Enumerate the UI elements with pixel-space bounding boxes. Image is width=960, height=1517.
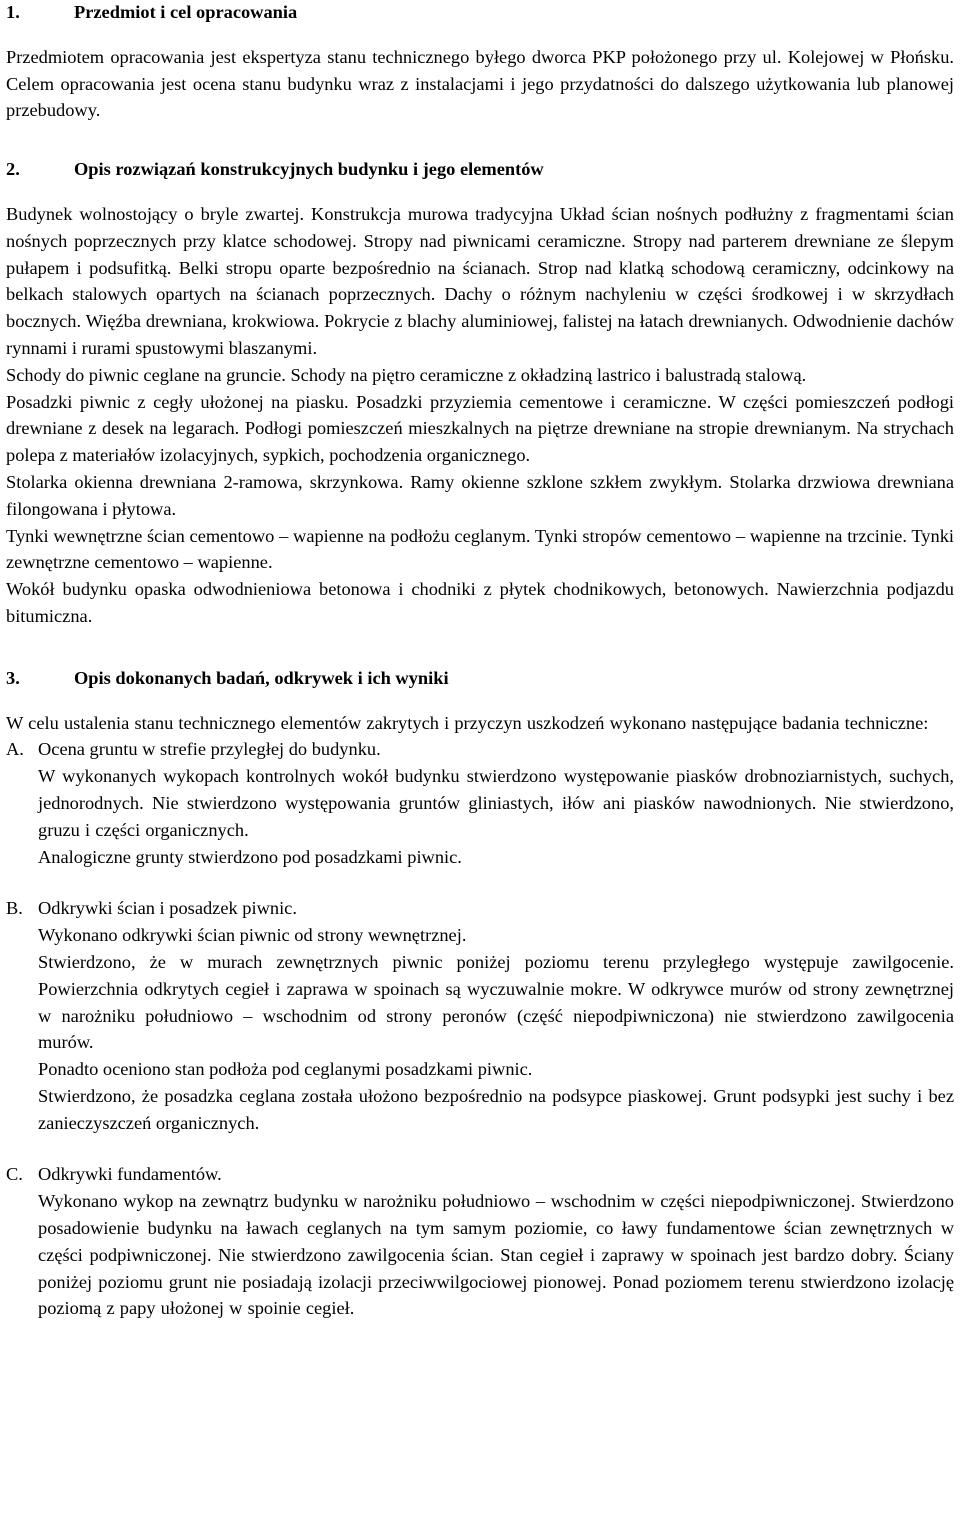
list-item-c-letter: C. <box>6 1164 23 1185</box>
section-1-paragraph: Przedmiotem opracowania jest ekspertyza stanu technicznego byłego dworca PKP położonego przy ul. Kolejowej w Płońsku. Celem opracowania jest ocena stanu budynku wraz z instalacjami i jego przydatności do dalszego użytkowania lub planowej przebudowy. <box>6 46 954 121</box>
section-1-title: Przedmiot i cel opracowania <box>74 2 298 22</box>
list-item-b-title: Odkrywki ścian i posadzek piwnic. <box>38 898 297 919</box>
section-3-intro: W celu ustalenia stanu technicznego elementów zakrytych i przyczyn uszkodzeń wykonano następujące badania techniczne: <box>6 712 929 733</box>
list-item-b-paragraph: Ponadto oceniono stan podłoża pod ceglanymi posadzkami piwnic. <box>38 1059 533 1080</box>
list-item-b-paragraph: Stwierdzono, że w murach zewnętrznych piwnic poniżej poziomu terenu przyległego występuje zawilgocenie. Powierzchnia odkrytych cegieł i zaprawa w spoinach są wyczuwalnie mokre. W odkrywce murów od strony zewnętrznej w narożniku południowo – wschodnim od strony peronów (część niepodpiwniczona) nie stwierdzono zawilgocenia murów. <box>38 951 954 1053</box>
section-2-plaster-paragraph: Tynki wewnętrzne ścian cementowo – wapienne na podłożu ceglanym. Tynki stropów cementowo – wapienne na trzcinie. Tynki zewnętrzne cementowo – wapienne. <box>6 525 954 573</box>
section-2-surroundings-paragraph: Wokół budynku opaska odwodnieniowa betonowa i chodniki z płytek chodnikowych, betonowych. Nawierzchnia podjazdu bitumiczna. <box>6 579 954 626</box>
section-2-heading <box>6 156 954 183</box>
list-item-b-paragraph: Wykonano odkrywki ścian piwnic od strony wewnętrznej. <box>38 925 467 946</box>
list-item-a-letter: A. <box>6 739 24 760</box>
section-1-number: 1. <box>6 2 20 22</box>
section-3-number: 3. <box>6 667 20 688</box>
list-item-b-letter: B. <box>6 898 23 919</box>
section-2-number: 2. <box>6 159 20 180</box>
list-item-c-paragraph: Wykonano wykop na zewnątrz budynku w narożniku południowo – wschodnim w części niepodpiwniczonej. Stwierdzono posadowienie budynku na ławach ceglanych na tym samym poziomie, co ławy fundamentowe ścian zewnętrznych w części podpiwniczonej. Nie stwierdzono zawilgocenia ścian. Stan cegieł i zaprawy w spoinach jest bardzo dobry. Ściany poniżej poziomu grunt nie posiadają izolacji przeciwwilgociowej pionowej. Ponad poziomem terenu stwierdzono izolację poziomą z papy ułożonej w spoinie cegieł. <box>38 1191 954 1319</box>
section-2-stairs-paragraph: Schody do piwnic ceglane na gruncie. Schody na piętro ceramiczne z okładziną lastrico i balustradą stalową. <box>6 364 807 385</box>
section-2-title: Opis rozwiązań konstrukcyjnych budynku i jego elementów <box>74 159 544 180</box>
list-item-a <box>6 736 954 763</box>
list-item-b-paragraph: Stwierdzono, że posadzka ceglana została ułożono bezpośrednio na podsypce piaskowej. Grunt podsypki jest suchy i bez zanieczyszczeń organicznych. <box>38 1085 954 1133</box>
list-item-c <box>6 1161 954 1188</box>
section-2-structure-paragraph: Budynek wolnostojący o bryle zwartej. Konstrukcja murowa tradycyjna Układ ścian nośnych podłużny z fragmentami ścian nośnych poprzecznych przy klatce schodowej. Stropy nad piwnicami ceramiczne. Stropy nad parterem drewniane ze ślepym pułapem i podsufitką. Belki stropu oparte bezpośrednio na ścianach. Strop nad klatką schodową ceramiczny, odcinkowy na belkach stalowych opartych na ścianach poprzecznych. Dachy o różnym nachyleniu w części środkowej i w skrzydłach bocznych. Więźba drewniana, krokwiowa. Pokrycie z blachy aluminiowej, falistej na łatach drewnianych. Odwodnienie dachów rynnami i rurami spustowymi blaszanymi. <box>6 203 954 358</box>
section-3-heading <box>6 665 954 692</box>
list-item-a-title: Ocena gruntu w strefie przyległej do budynku. <box>38 739 381 760</box>
list-item-a-paragraph: Analogiczne grunty stwierdzono pod posadzkami piwnic. <box>38 846 462 867</box>
section-3-title: Opis dokonanych badań, odkrywek i ich wyniki <box>74 667 449 688</box>
section-1-heading <box>6 0 954 26</box>
section-2-joinery-paragraph: Stolarka okienna drewniana 2-ramowa, skrzynkowa. Ramy okienne szklone szkłem zwykłym. Stolarka drzwiowa drewniana filongowana i płytowa. <box>6 471 954 519</box>
list-item-b <box>6 895 954 922</box>
list-item-c-title: Odkrywki fundamentów. <box>38 1164 222 1185</box>
section-2-floors-paragraph: Posadzki piwnic z cegły ułożonej na piasku. Posadzki przyziemia cementowe i ceramiczne. W części pomieszczeń podłogi drewniane z desek na legarach. Podłogi pomieszczeń mieszkalnych na piętrze drewniane na stropie drewnianym. Na strychach polepa z materiałów izolacyjnych, sypkich, pochodzenia organicznego. <box>6 391 954 466</box>
list-item-a-paragraph: W wykonanych wykopach kontrolnych wokół budynku stwierdzono występowanie piasków drobnoziarnistych, suchych, jednorodnych. Nie stwierdzono występowania gruntów gliniastych, iłów ani piasków nawodnionych. Nie stwierdzono, gruzu i części organicznych. <box>38 766 954 840</box>
